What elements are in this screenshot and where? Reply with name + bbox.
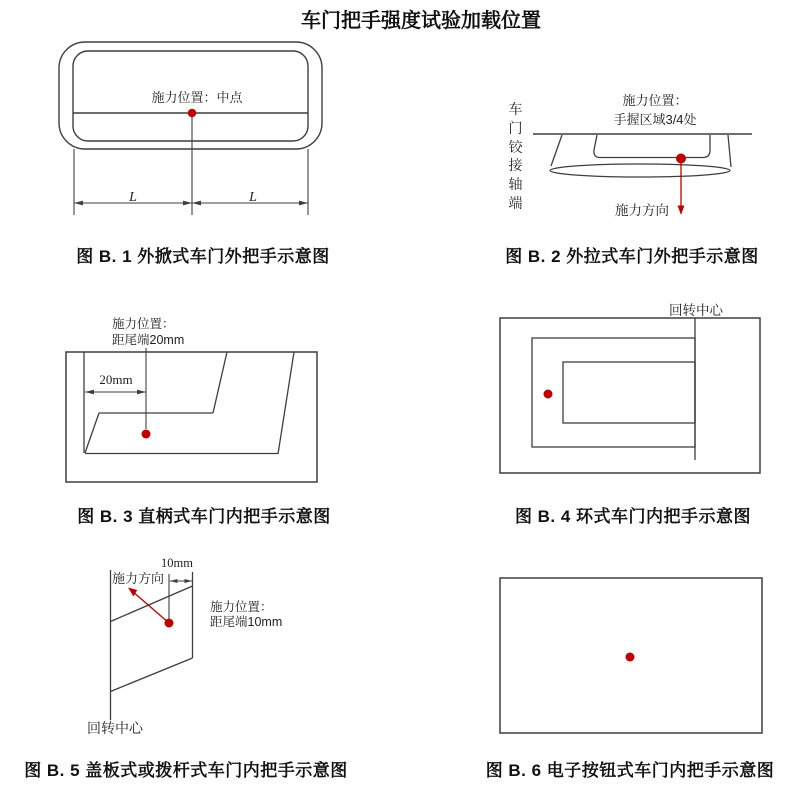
fig-b3-drawing: [66, 348, 317, 482]
fig-b5-force-position-label: 施力位置： 距尾端10mm: [210, 600, 283, 629]
fig-b1-drawing: [59, 42, 322, 215]
fig-b4-pivot-center-label: 回转中心: [669, 303, 723, 318]
fig-b2-hinge-axis-label: 车门铰接轴端: [508, 101, 523, 211]
fig-b2-force-position-label: 施力位置： 手握区域3/4处: [613, 93, 697, 127]
fig-b3-force-position-label: 施力位置： 距尾端20mm: [112, 317, 185, 347]
fig-b3-caption: 图 B. 3 直柄式车门内把手示意图: [77, 507, 331, 526]
fig-b4-load-point: [544, 390, 553, 399]
fig-b5-force-arrow: [128, 588, 169, 624]
fig-b5-pivot-center-label: 回转中心: [87, 720, 143, 736]
fig-b4-caption: 图 B. 4 环式车门内把手示意图: [514, 507, 752, 526]
fig-b2-load-point: [676, 154, 686, 164]
fig-b2-force-arrow: [678, 164, 685, 216]
fig-b1-dim-label-right: L: [249, 190, 257, 205]
fig-b5-drawing: [111, 570, 193, 720]
fig-b5-caption: 图 B. 5 盖板式或拨杆式车门内把手示意图: [24, 761, 348, 780]
fig-b6-caption: 图 B. 6 电子按钮式车门内把手示意图: [485, 761, 775, 780]
fig-b4-drawing: [500, 318, 760, 473]
fig-b1-caption: 图 B. 1 外掀式车门外把手示意图: [76, 247, 330, 266]
fig-b3-load-point: [142, 430, 151, 439]
fig-b2-force-direction-label: 施力方向: [615, 203, 669, 218]
fig-b6-drawing: [500, 578, 762, 733]
fig-b1-load-point: [188, 109, 196, 117]
fig-b1-dim-label-left: L: [129, 190, 137, 205]
fig-b5-dim-label: 10mm: [161, 556, 193, 570]
page-title: 车门把手强度试验加载位置: [301, 10, 541, 32]
fig-b5-force-direction-label: 施力方向: [112, 571, 165, 586]
fig-b3-dim-label: 20mm: [99, 372, 133, 387]
fig-b6-load-point: [626, 653, 635, 662]
fig-b2-caption: 图 B. 2 外拉式车门外把手示意图: [505, 247, 759, 266]
fig-b1-force-position-label: 施力位置：中点: [151, 90, 243, 105]
